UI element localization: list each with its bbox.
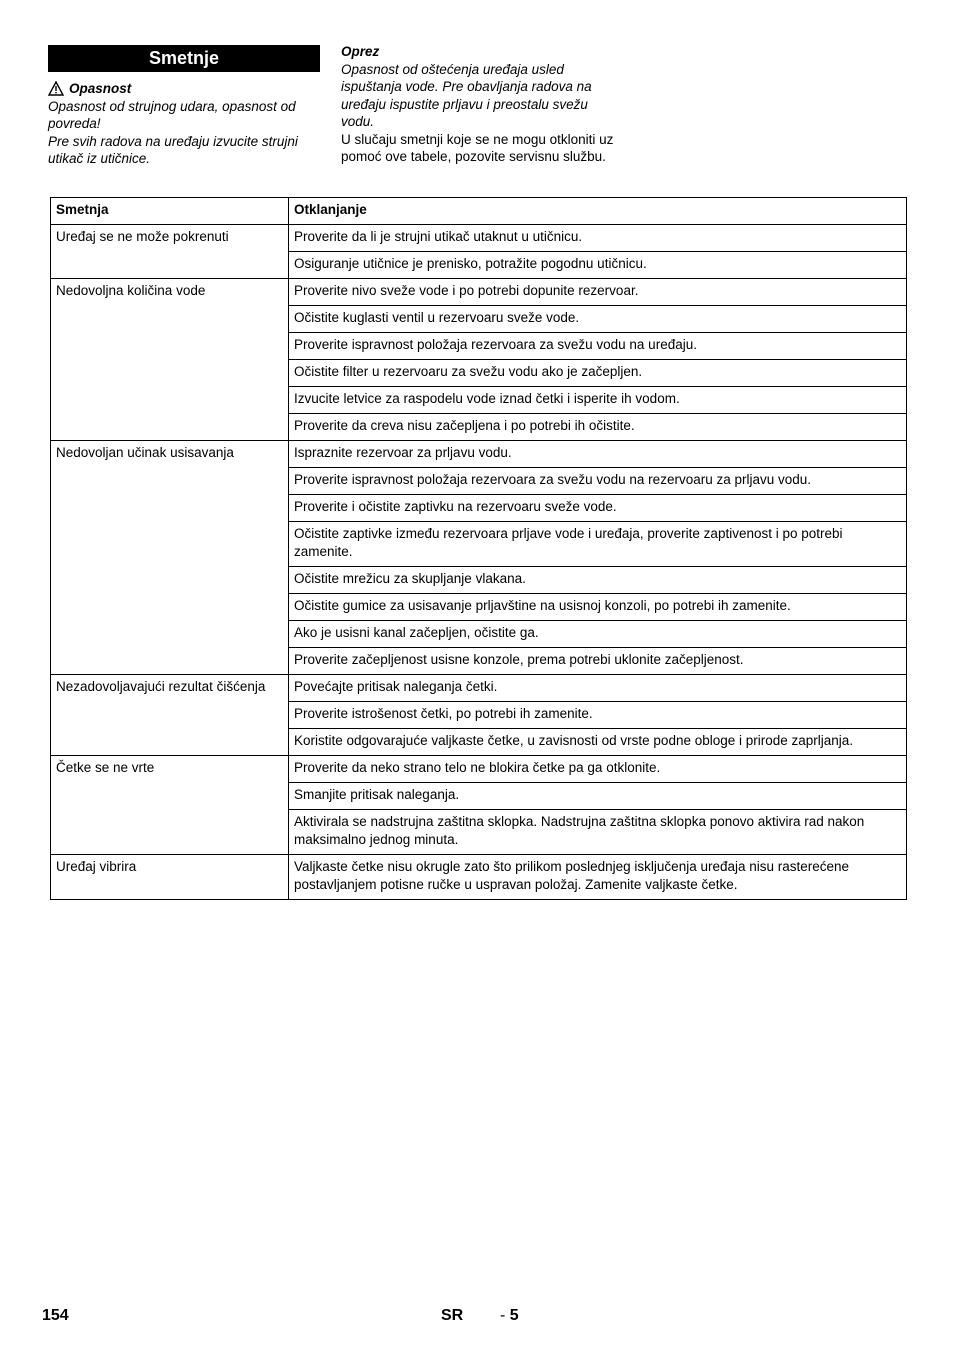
caution-text: Opasnost od oštećenja uređaja usled ispuštanja vode. Pre obavljanja radova na uređaju ispustite prljavu i preostalu svežu vodu.	[341, 61, 592, 129]
danger-notice	[48, 80, 323, 168]
danger-line-1: Opasnost od strujnog udara, opasnost od povreda!	[48, 98, 296, 131]
table-body	[51, 225, 907, 900]
remedy-cell: Proverite ispravnost položaja rezervoara za svežu vodu na rezervoaru za prljavu vodu.	[289, 468, 907, 495]
remedy-cell: Izvucite letvice za raspodelu vode iznad četki i isperite ih vodom.	[289, 387, 907, 414]
remedy-cell: Povećajte pritisak naleganja četki.	[289, 675, 907, 702]
section-page-prefix: -	[500, 1307, 506, 1324]
language-code: SR	[441, 1307, 464, 1324]
table-row	[51, 756, 907, 783]
remedy-cell: Aktivirala se nadstrujna zaštitna sklopka. Nadstrujna zaštitna sklopka ponovo aktivira rad nakon maksimalno jednog minuta.	[289, 810, 907, 855]
table-row	[51, 225, 907, 252]
danger-title: Opasnost	[69, 81, 132, 96]
table-row	[51, 675, 907, 702]
caution-notice	[341, 43, 621, 166]
remedy-cell: Smanjite pritisak naleganja.	[289, 783, 907, 810]
table-row	[51, 855, 907, 900]
table-row	[51, 279, 907, 306]
caution-title: Oprez	[341, 44, 380, 59]
remedy-cell: Proverite nivo sveže vode i po potrebi dopunite rezervoar.	[289, 279, 907, 306]
remedy-cell: Ako je usisni kanal začepljen, očistite ga.	[289, 621, 907, 648]
remedy-cell: Proverite istrošenost četki, po potrebi ih zamenite.	[289, 702, 907, 729]
remedy-cell: Proverite začepljenost usisne konzole, prema potrebi uklonite začepljenost.	[289, 648, 907, 675]
remedy-cell: Očistite zaptivke između rezervoara prljave vode i uređaja, proverite zaptivenost i po potrebi zamenite.	[289, 522, 907, 567]
warning-triangle-icon	[48, 81, 64, 96]
header-fault: Smetnja	[51, 198, 289, 225]
troubleshooting-table	[50, 197, 907, 900]
remedy-cell: Proverite da neko strano telo ne blokira četke pa ga otklonite.	[289, 756, 907, 783]
table-header-row	[51, 198, 907, 225]
fault-cell: Nedovoljan učinak usisavanja	[51, 441, 289, 675]
remedy-cell: Očistite filter u rezervoaru za svežu vodu ako je začepljen.	[289, 360, 907, 387]
remedy-cell: Očistite kuglasti ventil u rezervoaru sveže vode.	[289, 306, 907, 333]
fault-cell: Četke se ne vrte	[51, 756, 289, 855]
remedy-cell: Osiguranje utičnice je prenisko, potražite pogodnu utičnicu.	[289, 252, 907, 279]
remedy-cell: Proverite i očistite zaptivku na rezervoaru sveže vode.	[289, 495, 907, 522]
section-title: Smetnje	[48, 45, 320, 72]
page-number: 154	[42, 1307, 69, 1324]
remedy-cell: Valjkaste četke nisu okrugle zato što prilikom poslednjeg isključenja uređaja nisu rasterećene postavljanjem potisne ručke u uspravan položaj. Zamenite valjkaste četke.	[289, 855, 907, 900]
danger-line-2: Pre svih radova na uređaju izvucite strujni utikač iz utičnice.	[48, 133, 298, 166]
section-page	[500, 1307, 519, 1325]
remedy-cell: Proverite da creva nisu začepljena i po potrebi ih očistite.	[289, 414, 907, 441]
caution-note: U slučaju smetnji koje se ne mogu otkloniti uz pomoć ove tabele, pozovite servisnu službu.	[341, 131, 614, 164]
header-remedy: Otklanjanje	[289, 198, 907, 225]
fault-cell: Nezadovoljavajući rezultat čišćenja	[51, 675, 289, 756]
fault-cell: Nedovoljna količina vode	[51, 279, 289, 441]
table-row	[51, 441, 907, 468]
remedy-cell: Koristite odgovarajuće valjkaste četke, u zavisnosti od vrste podne obloge i prirode zaprljanja.	[289, 729, 907, 756]
fault-cell: Uređaj se ne može pokrenuti	[51, 225, 289, 279]
remedy-cell: Očistite mrežicu za skupljanje vlakana.	[289, 567, 907, 594]
remedy-cell: Proverite ispravnost položaja rezervoara za svežu vodu na uređaju.	[289, 333, 907, 360]
remedy-cell: Ispraznite rezervoar za prljavu vodu.	[289, 441, 907, 468]
fault-cell: Uređaj vibrira	[51, 855, 289, 900]
section-page-number: 5	[509, 1307, 519, 1324]
remedy-cell: Očistite gumice za usisavanje prljavštine na usisnoj konzoli, po potrebi ih zamenite.	[289, 594, 907, 621]
remedy-cell: Proverite da li je strujni utikač utaknut u utičnicu.	[289, 225, 907, 252]
danger-title-row	[48, 80, 323, 98]
